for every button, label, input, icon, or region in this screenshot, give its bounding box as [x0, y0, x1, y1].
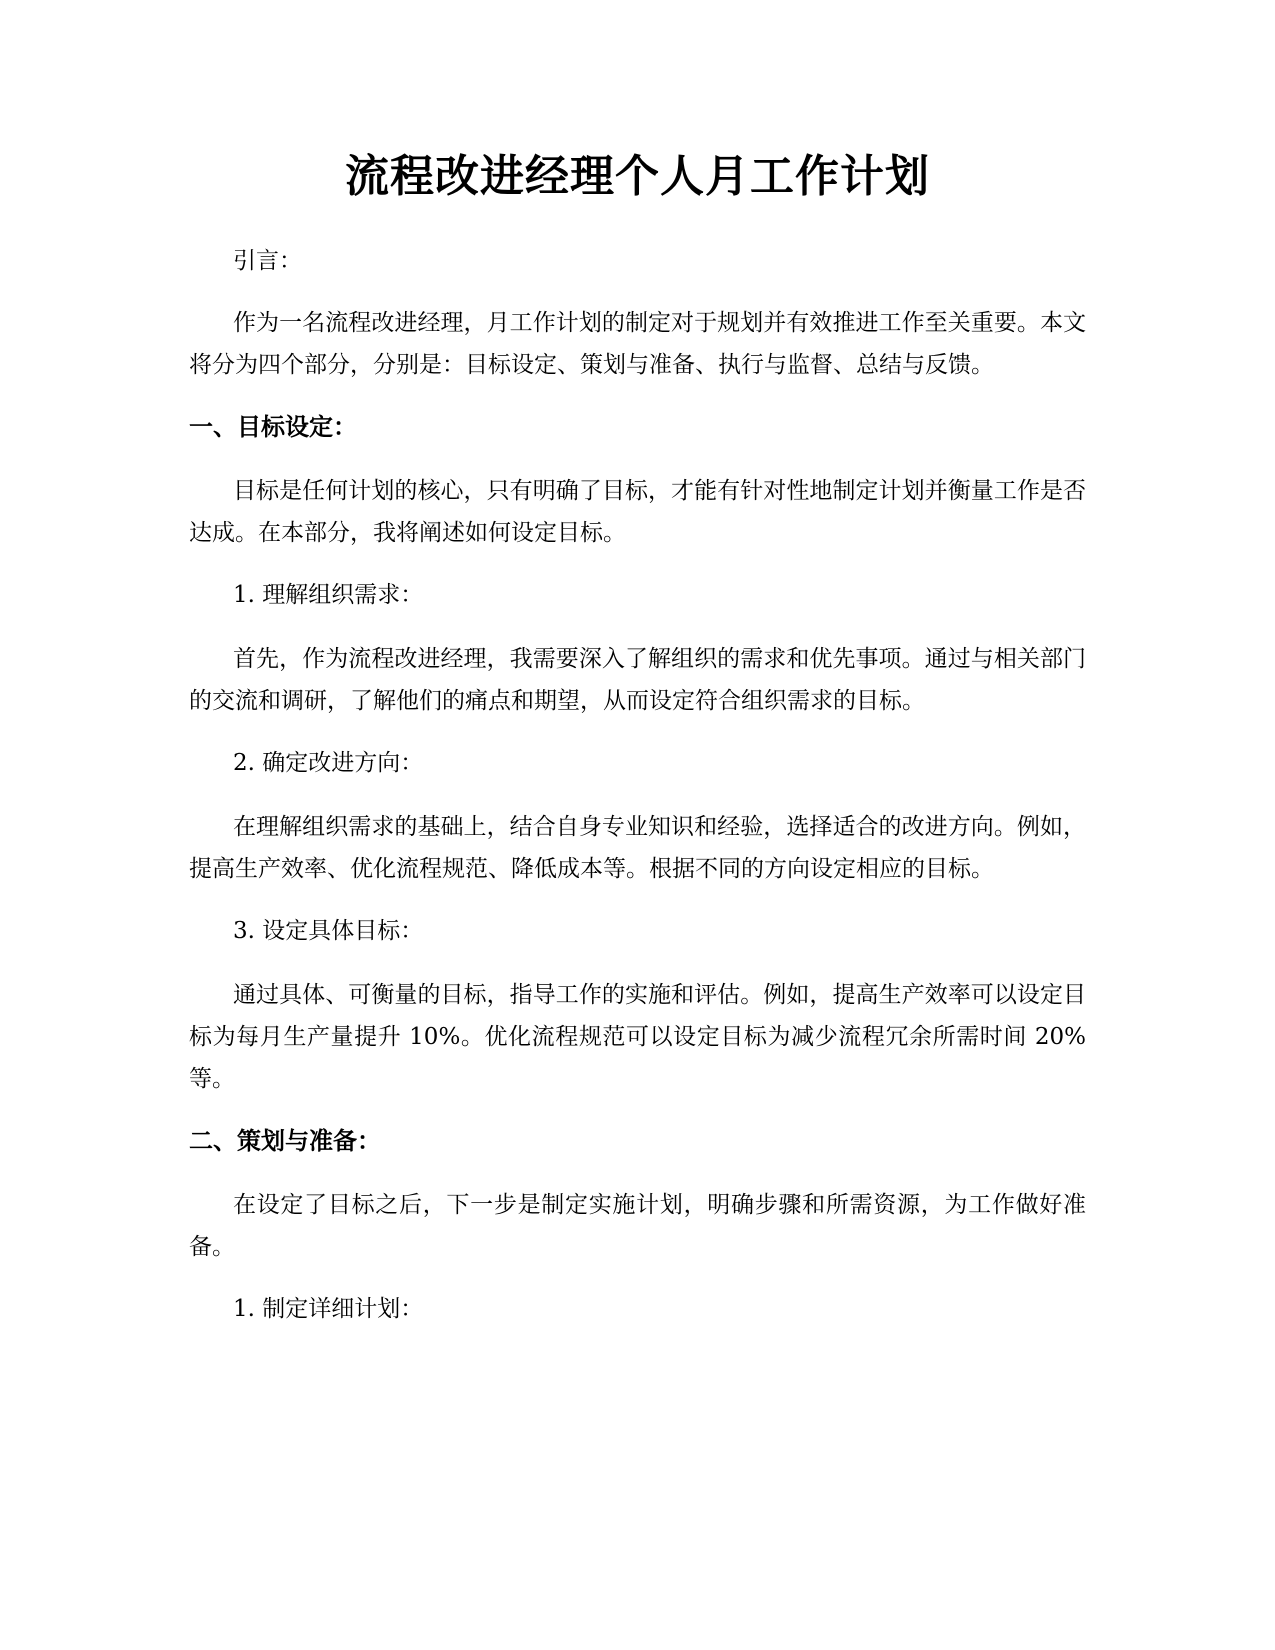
understand-needs-paragraph: 首先，作为流程改进经理，我需要深入了解组织的需求和优先事项。通过与相关部门的交流和调研，了解他们的痛点和期望，从而设定符合组织需求的目标。: [189, 646, 1086, 714]
list-item-direction: 2. 确定改进方向：: [233, 750, 424, 776]
list-item-understand-needs: 1. 理解组织需求：: [233, 582, 424, 608]
page-title: 流程改进经理个人月工作计划: [345, 151, 930, 202]
direction-paragraph: 在理解组织需求的基础上，结合自身专业知识和经验，选择适合的改进方向。例如，提高生产效率、优化流程规范、降低成本等。根据不同的方向设定相应的目标。: [189, 814, 1086, 882]
specific-goals-paragraph: 通过具体、可衡量的目标，指导工作的实施和评估。例如，提高生产效率可以设定目标为每月生产量提升 10%。优化流程规范可以设定目标为减少流程冗余所需时间 20%等。: [189, 982, 1086, 1092]
intro-paragraph: 作为一名流程改进经理，月工作计划的制定对于规划并有效推进工作至关重要。本文将分为四个部分，分别是：目标设定、策划与准备、执行与监督、总结与反馈。: [189, 310, 1086, 378]
document-content: [189, 148, 1086, 1352]
intro-label: 引言：: [233, 248, 302, 274]
planning-paragraph: 在设定了目标之后，下一步是制定实施计划，明确步骤和所需资源，为工作做好准备。: [189, 1192, 1086, 1260]
list-item-detailed-plan: 1. 制定详细计划：: [233, 1296, 424, 1322]
goals-paragraph: 目标是任何计划的核心，只有明确了目标，才能有针对性地制定计划并衡量工作是否达成。在本部分，我将阐述如何设定目标。: [189, 478, 1086, 546]
section-heading-goals: 一、目标设定：: [189, 413, 357, 441]
list-item-specific-goals: 3. 设定具体目标：: [233, 918, 424, 944]
section-heading-planning: 二、策划与准备：: [189, 1127, 381, 1155]
